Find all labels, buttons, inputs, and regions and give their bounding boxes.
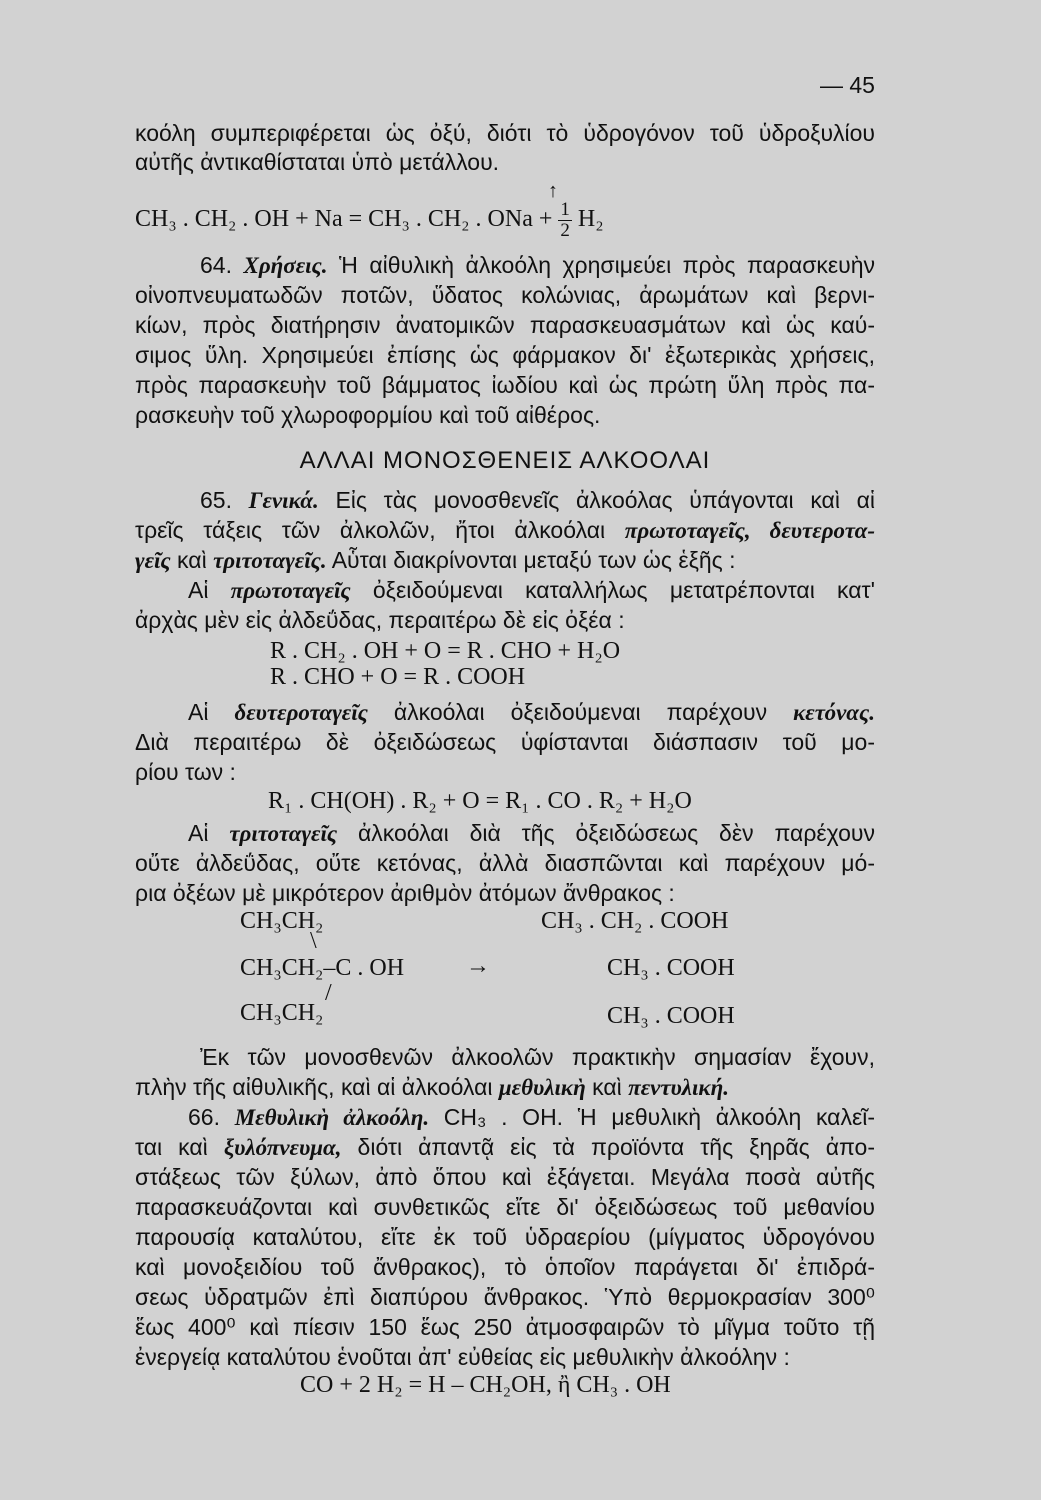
term-pentyl: πεντυλική.	[628, 1075, 729, 1100]
term-tertiary: τριτοταγεῖς	[229, 821, 338, 846]
equation-sodium	[135, 200, 604, 241]
text-span: καὶ	[177, 547, 207, 573]
structure-ethyl-bottom: CH₃CH₂	[240, 1000, 324, 1026]
fraction-one-half	[558, 200, 572, 241]
equation-primary-oxidation-2: R . CHO + O = R . COOH	[270, 664, 526, 690]
section-number: 64.	[200, 252, 232, 278]
text-line: ἀρχὰς μὲν εἰς ἀλδεΰδας, περαιτέρω δὲ εἰς ὀξέα :	[135, 607, 625, 633]
text-line: σεως ὑδρατμῶν ἐπὶ διαπύρου ἄνθρακος. Ὑπὸ θερμοκρασίαν 300⁰	[135, 1284, 875, 1310]
product-acetic-acid: CH₃ . COOH	[607, 1003, 735, 1029]
section-heading: ΑΛΛΑΙ ΜΟΝΟΣΘΕΝΕΙΣ ΑΛΚΟΟΛΑΙ	[299, 447, 711, 474]
text-span: πλὴν τῆς αἰθυλικῆς, καὶ αἱ ἀλκοόλαι	[135, 1074, 493, 1100]
text-line: οἰνοπνευματωδῶν ποτῶν, ὕδατος κολώνιας, ἀρωμάτων καὶ βερνι-	[135, 282, 875, 308]
text-line: πρὸς παρασκευὴν τοῦ βάμματος ἰωδίου καὶ ὡς πρώτη ὕλη πρὸς πα-	[135, 372, 875, 398]
bond-line: \	[310, 928, 317, 954]
text-line: ρασκευὴν τοῦ χλωροφορμίου καὶ τοῦ αἰθέρος.	[135, 402, 601, 428]
text-span: καὶ	[592, 1074, 622, 1100]
text-line	[135, 545, 875, 576]
text-line: στάξεως τῶν ξύλων, ἀπὸ ὅπου καὶ ἐξάγεται. Μεγάλα ποσὰ αὐτῆς	[135, 1164, 875, 1190]
term-methyl: μεθυλικὴ	[498, 1075, 586, 1100]
product-acetic-acid: CH₃ . COOH	[607, 955, 735, 981]
text-line: σιμος ὕλη. Χρησιμεύει ἐπίσης ὡς φάρμακον δι' ἐξωτερικὰς χρήσεις,	[135, 342, 875, 368]
text-line: ρια ὀξέων μὲ μικρότερον ἀριθμὸν ἀτόμων ἄνθρακος :	[135, 880, 675, 906]
text-line: παρουσίᾳ καταλύτου, εἴτε ἐκ τοῦ ὑδραερίου (μίγματος ὑδρογόνου	[135, 1224, 875, 1250]
page-number: — 45	[820, 72, 875, 98]
text-span: διότι ἀπαντᾷ εἰς τὰ προϊόντα τῆς ξηρᾶς ἀπο-	[357, 1134, 876, 1160]
text-span: Αὗται διακρίνονται μεταξύ των ὡς ἑξῆς :	[331, 547, 736, 573]
text-span: τρεῖς τάξεις τῶν ἀλκολῶν, ἤτοι ἀλκοόλαι	[135, 517, 606, 543]
text-line: ρίου των :	[135, 759, 236, 785]
text-line	[188, 697, 875, 728]
text-span: Αἱ	[188, 820, 209, 846]
text-span: Ἡ αἰθυλικὴ ἀλκοόλη χρησιμεύει πρὸς παρασκευὴν	[339, 252, 876, 278]
text-span: ἀλκοόλαι διὰ τῆς ὀξειδώσεως δὲν παρέχουν	[357, 820, 875, 846]
text-line: κίων, πρὸς διατήρησιν ἀνατομικῶν παρασκευασμάτων καὶ ὡς καύ-	[135, 312, 875, 338]
section-title: Γενικά.	[248, 488, 319, 513]
text-line	[135, 1132, 875, 1163]
term-primary-secondary: πρωτοταγεῖς, δευτεροτα-	[624, 518, 875, 543]
equation-methanol-synthesis: CO + 2 H₂ = H – CH₂OH, ἢ CH₃ . OH	[300, 1372, 671, 1398]
text-span: CH₃ . OH. Ἡ μεθυλικὴ ἀλκοόλη καλεῖ-	[443, 1104, 875, 1130]
text-line: ἕως 400⁰ καὶ πίεσιν 150 ἕως 250 ἀτμοσφαιρῶν τὸ μῖγμα τοῦτο τῇ	[135, 1314, 875, 1340]
text-span: Αἱ	[188, 699, 209, 725]
section-title: Μεθυλικὴ ἀλκοόλη.	[234, 1105, 430, 1130]
text-line: οὔτε ἀλδεΰδας, οὔτε κετόνας, ἀλλὰ διασπῶνται καὶ παρέχουν μό-	[135, 850, 875, 876]
text-line: ἐνεργείᾳ καταλύτου ἑνοῦται ἀπ' εὐθείας εἰς μεθυλικὴν ἀλκοόλην :	[135, 1344, 790, 1370]
text-span: Αἱ	[188, 577, 209, 603]
hydrogen-gas: H₂	[577, 206, 604, 233]
paragraph-64-first-line	[200, 250, 875, 281]
term-secondary: δευτεροταγεῖς	[234, 700, 368, 725]
text-line	[188, 575, 875, 606]
text-line: Διὰ περαιτέρω δὲ ὀξειδώσεως ὑφίστανται διάσπασιν τοῦ μο-	[135, 729, 875, 755]
term-fragment: γεῖς	[135, 548, 171, 573]
term-tertiary: τριτοταγεῖς.	[213, 548, 327, 573]
text-line: Ἐκ τῶν μονοσθενῶν ἀλκοολῶν πρακτικὴν σημασίαν ἔχουν,	[200, 1044, 875, 1070]
structure-ethyl-top: CH₃CH₂	[240, 908, 324, 934]
fraction-denominator: 2	[560, 220, 570, 241]
text-line: παρασκευάζονται καὶ συνθετικῶς εἴτε δι' ὀξειδώσεως τοῦ μεθανίου	[135, 1194, 875, 1220]
equation-secondary-oxidation: R₁ . CH(OH) . R₂ + O = R₁ . CO . R₂ + H₂O	[268, 788, 692, 814]
text-line	[188, 818, 875, 849]
text-span: Εἰς τὰς μονοσθενεῖς ἀλκοόλας ὑπάγονται καὶ αἱ	[335, 487, 876, 513]
section-number: 66.	[188, 1104, 220, 1130]
structure-central-carbon: CH₃CH₂–C . OH	[240, 955, 405, 981]
text-line	[135, 515, 875, 546]
product-propanoic-acid: CH₃ . CH₂ . COOH	[541, 908, 729, 934]
gas-evolution-arrow: ↑	[548, 180, 558, 202]
term-ketones: κετόνας.	[793, 700, 876, 725]
paragraph-65-first-line	[200, 485, 875, 516]
equation-primary-oxidation-1: R . CH₂ . OH + O = R . CHO + H₂O	[270, 638, 621, 664]
term-wood-spirit: ξυλόπνευμα,	[223, 1135, 342, 1160]
equation-sodium-left: CH₃ . CH₂ . OH + Na = CH₃ . CH₂ . ONa +	[135, 206, 553, 233]
fraction-numerator: 1	[560, 199, 570, 220]
bond-line: /	[325, 980, 332, 1006]
text-line: κοόλη συμπεριφέρεται ὡς ὀξύ, διότι τὸ ὑδρογόνον τοῦ ὑδροξυλίου	[135, 120, 875, 146]
text-line: αὐτῆς ἀντικαθίσταται ὑπὸ μετάλλου.	[135, 149, 500, 175]
text-line: καὶ μονοξειδίου τοῦ ἄνθρακος), τὸ ὁποῖον παράγεται δι' ἐπιδρά-	[135, 1254, 875, 1280]
term-primary: πρωτοταγεῖς	[230, 578, 351, 603]
reaction-arrow: →	[466, 953, 490, 979]
text-span: ἀλκοόλαι ὀξειδούμεναι παρέχουν	[393, 699, 768, 725]
section-number: 65.	[200, 487, 232, 513]
text-span: ὀξειδούμεναι καταλλήλως μετατρέπονται κατ'	[372, 577, 875, 603]
text-line	[135, 1072, 875, 1103]
text-span: ται καὶ	[135, 1134, 208, 1160]
section-title: Χρήσεις.	[243, 253, 328, 278]
paragraph-66-first-line	[188, 1102, 875, 1133]
